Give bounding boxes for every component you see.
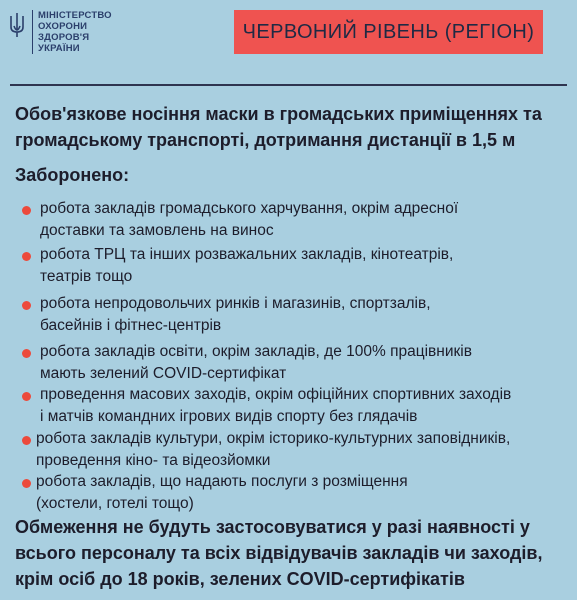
ministry-line: ОХОРОНИ [38,21,88,32]
item-line: і матчів командних ігрових видів спорту без глядачів [40,408,418,425]
item-line: робота закладів громадського харчування, окрім адресної [40,200,459,217]
item-line: (хостели, готелі тощо) [36,495,194,512]
item-line: робота непродовольчих ринків і магазинів, спортзалів, [40,295,431,312]
ministry-name [32,10,112,54]
intro-text: Обов'язкове носіння маски в громадських приміщеннях та громадському транспорті, дотримання дистанції в 1,5 м [15,104,542,150]
item-line: мають зелений COVID-сертифікат [40,365,287,382]
bullet-icon [22,252,31,261]
bullet-icon [22,301,31,310]
item-line: доставки та замовлень на винос [40,222,274,239]
footer-text: Обмеження не будуть застосовуватися у разі наявності у всього персоналу та всіх відвідувачів закладів чи заходів, крім осіб до 18 років, зелених COVID-сертифікатів [15,517,543,589]
item-line: театрів тощо [40,268,133,285]
level-badge: ЧЕРВОНИЙ РІВЕНЬ (РЕГІОН) [234,10,543,54]
divider [10,84,567,86]
bullet-icon [22,349,31,358]
bullet-icon [22,479,31,488]
bullet-icon [22,436,31,445]
item-line: робота закладів, що надають послуги з розміщення [36,473,408,490]
trident-icon [8,12,26,38]
bullet-icon [22,392,31,401]
header [0,0,577,78]
item-line: робота закладів освіти, окрім закладів, де 100% працівників [40,343,472,360]
ministry-line: УКРАЇНИ [38,43,80,54]
item-line: робота закладів культури, окрім історико-культурних заповідників, [36,430,511,447]
ministry-logo [8,10,112,54]
ministry-line: ЗДОРОВ'Я [38,32,90,43]
forbidden-title: Заборонено: [15,165,130,185]
item-line: проведення кіно- та відеозйомки [36,452,271,469]
item-line: басейнів і фітнес-центрів [40,317,222,334]
item-line: робота ТРЦ та інших розважальних закладів, кінотеатрів, [40,246,454,263]
ministry-line: МІНІСТЕРСТВО [38,10,112,21]
item-line: проведення масових заходів, окрім офіційних спортивних заходів [40,386,512,403]
bullet-icon [22,206,31,215]
